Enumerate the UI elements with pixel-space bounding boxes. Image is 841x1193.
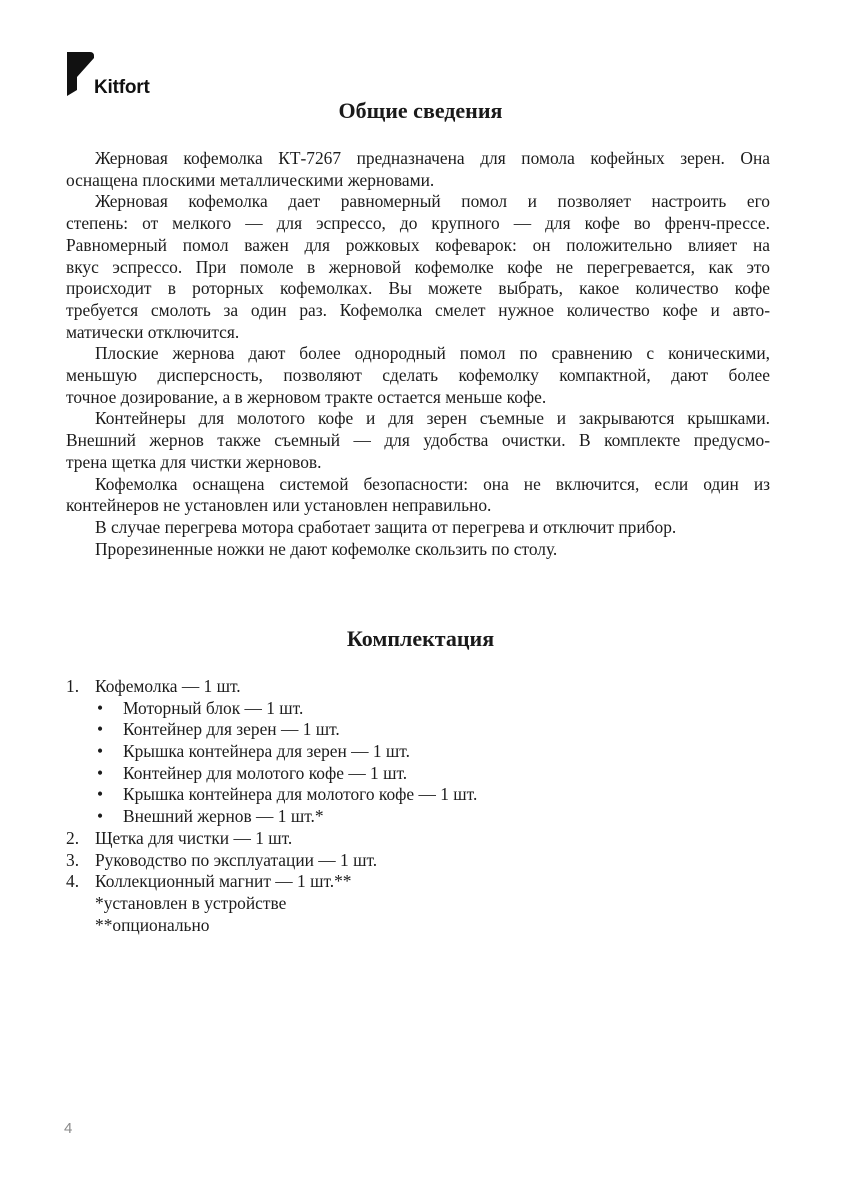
paragraph xyxy=(66,191,770,343)
kitfort-logo-mark-icon xyxy=(66,52,94,96)
list-number: 1. xyxy=(66,676,80,696)
text-line: требуется смолоть за один раз. Кофемолка смелет нужное количество кофе и авто- xyxy=(66,299,770,320)
section-title-kit: Комплектация xyxy=(346,626,495,651)
paragraph xyxy=(66,474,770,517)
footnote-text: **опционально xyxy=(95,914,210,935)
list-subitem-label: Контейнер для зерен — 1 шт. xyxy=(123,719,340,740)
section-title-general: Общие сведения xyxy=(338,98,503,123)
text-line: трена щетка для чистки жерновов. xyxy=(66,451,322,472)
text-line: Жерновая кофемолка дает равномерный помол и позволяет настроить его xyxy=(95,191,770,212)
list-number: 4. xyxy=(66,871,80,892)
text-line: меньшую дисперсность, позволяют сделать кофемолку компактной, дают более xyxy=(66,365,770,386)
text-line: оснащена плоскими металлическими жерновами. xyxy=(66,169,435,190)
text-line: Внешний жернов также съемный — для удобства очистки. В комплекте предусмо- xyxy=(66,430,770,451)
text-line: степень: от мелкого — для эспрессо, до крупного — для кофе во френч-прессе. xyxy=(66,213,770,234)
list-subitem-label: Моторный блок — 1 шт. xyxy=(123,697,304,718)
text-line: матически отключится. xyxy=(66,321,240,342)
brand-logo xyxy=(66,52,166,102)
paragraph xyxy=(66,539,770,561)
text-line: Контейнеры для молотого кофе и для зерен съемные и закрываются крышками. xyxy=(95,408,770,429)
general-info-text xyxy=(66,148,770,560)
list-number: 3. xyxy=(66,849,80,870)
bullet: • xyxy=(96,697,104,718)
paragraph xyxy=(66,343,770,408)
page-number: 4 xyxy=(64,1120,73,1137)
list-item-label: Руководство по эксплуатации — 1 шт. xyxy=(95,849,378,870)
text-line: вкус эспрессо. При помоле в жерновой кофемолке кофе не перегревается, как это xyxy=(66,256,770,277)
text-line: контейнеров не установлен или установлен неправильно. xyxy=(66,495,492,516)
bullet: • xyxy=(96,719,104,740)
list-subitem-label: Крышка контейнера для молотого кофе — 1 шт. xyxy=(123,784,478,805)
text-line: Кофемолка оснащена системой безопасности: она не включится, если один из xyxy=(95,473,770,494)
paragraph xyxy=(66,408,770,473)
bullet: • xyxy=(96,784,104,805)
brand-name: Kitfort xyxy=(94,77,150,98)
list-item-label: Щетка для чистки — 1 шт. xyxy=(95,827,293,848)
list-subitem-label: Крышка контейнера для зерен — 1 шт. xyxy=(123,741,410,762)
list-subitem-label: Внешний жернов — 1 шт.* xyxy=(123,806,324,827)
text-line: Прорезиненные ножки не дают кофемолке скользить по столу. xyxy=(95,538,558,559)
bullet: • xyxy=(96,806,104,827)
list-number: 2. xyxy=(66,827,80,848)
list-subitem-label: Контейнер для молотого кофе — 1 шт. xyxy=(123,762,408,783)
bullet: • xyxy=(96,762,104,783)
text-line: Плоские жернова дают более однородный помол по сравнению с коническими, xyxy=(95,343,770,364)
bullet: • xyxy=(96,741,104,762)
paragraph xyxy=(66,148,770,191)
text-line: Равномерный помол важен для рожковых кофеварок: он положительно влияет на xyxy=(66,234,770,255)
list-item-label: Коллекционный магнит — 1 шт.** xyxy=(95,871,352,892)
text-line: Жерновая кофемолка КТ-7267 предназначена для помола кофейных зерен. Она xyxy=(95,148,770,168)
paragraph xyxy=(66,517,770,539)
text-line: В случае перегрева мотора сработает защита от перегрева и отключит прибор. xyxy=(95,516,677,537)
text-line: происходит в роторных кофемолках. Вы можете выбрать, какое количество кофе xyxy=(66,278,770,299)
text-line: точное дозирование, а в жерновом тракте остается меньше кофе. xyxy=(66,386,547,407)
footnote-text: *установлен в устройстве xyxy=(95,892,287,913)
list-item-label: Кофемолка — 1 шт. xyxy=(95,676,241,696)
